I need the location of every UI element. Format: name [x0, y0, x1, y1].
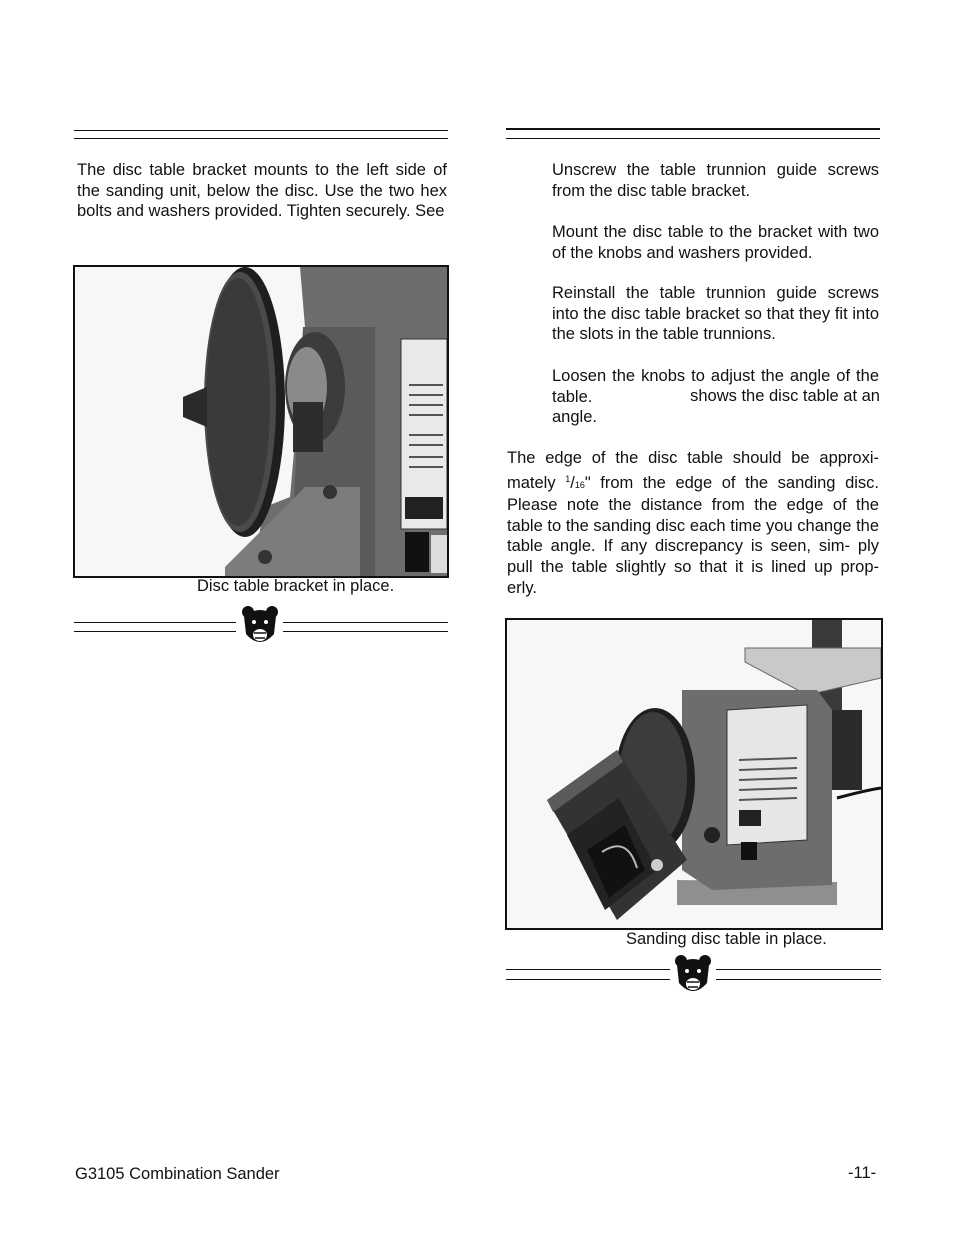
step-2-text: Mount the disc table to the bracket with two of the knobs and washers provided.: [552, 223, 879, 262]
bear-logo-icon: [673, 953, 713, 997]
figure-sanding-disc-table: [505, 618, 883, 930]
disc-edge-paragraph: The edge of the disc table should be approxi- mately $^1$/16" from the edge of the sanding disc. Please note the distance from the edge of the table to the sanding disc each time you change the table angle. If any discrepancy is seen, sim- ply pull the table slightly so that it is lined up prop- erly.: [507, 449, 879, 597]
left-divider-rule-4: [283, 631, 448, 632]
figure-disc-table-bracket: [73, 265, 449, 578]
footer-model-name: G3105 Combination Sander: [75, 1165, 280, 1183]
bear-logo-icon: [240, 604, 280, 648]
edge-text-rest: " from the edge of the sanding disc. Please note the distance from the edge of the table to the sanding disc each time you change the table angle. If any discrepancy is seen, sim- ply pull the table slightly so that it is lined up prop- erly.: [507, 473, 879, 597]
step-3-text: Reinstall the table trunnion guide screws into the disc table bracket so that they fit into the slots in the table trunnions.: [552, 284, 879, 344]
bracket-intro-paragraph: The disc table bracket mounts to the left side of the sanding unit, below the disc. Use the two hex bolts and washers provided. Tighten securely. See: [77, 161, 447, 221]
left-divider-rule-1: [74, 622, 236, 623]
left-divider-rule-3: [283, 622, 448, 623]
right-divider-rule-4: [716, 979, 881, 980]
step-4-continuation: shows the disc table at an: [690, 387, 880, 405]
right-divider-rule-1: [506, 969, 670, 970]
figure-left-caption: Disc table bracket in place.: [197, 577, 395, 595]
right-header-rule-bottom: [506, 138, 880, 139]
right-divider-rule-3: [716, 969, 881, 970]
left-divider-rule-2: [74, 631, 236, 632]
left-header-rule-top: [74, 130, 448, 131]
step-4-main: Loosen the knobs to adjust the angle of the table.: [552, 367, 879, 406]
fraction-numerator: 1: [565, 473, 571, 484]
fraction-denominator: 16: [574, 479, 585, 490]
disc-table-photo: [507, 620, 881, 928]
footer-page-number: -11-: [848, 1164, 877, 1182]
edge-text-start: The edge of the disc table should be approxi- mately: [507, 449, 879, 492]
figure-right-caption: Sanding disc table in place.: [626, 930, 827, 948]
right-header-rule-top: [506, 128, 880, 130]
disc-bracket-photo: [75, 267, 447, 576]
step-1-text: Unscrew the table trunnion guide screws from the disc table bracket.: [552, 161, 879, 200]
left-header-rule-bottom: [74, 138, 448, 139]
right-divider-rule-2: [506, 979, 670, 980]
step-4-end: angle.: [552, 408, 597, 426]
